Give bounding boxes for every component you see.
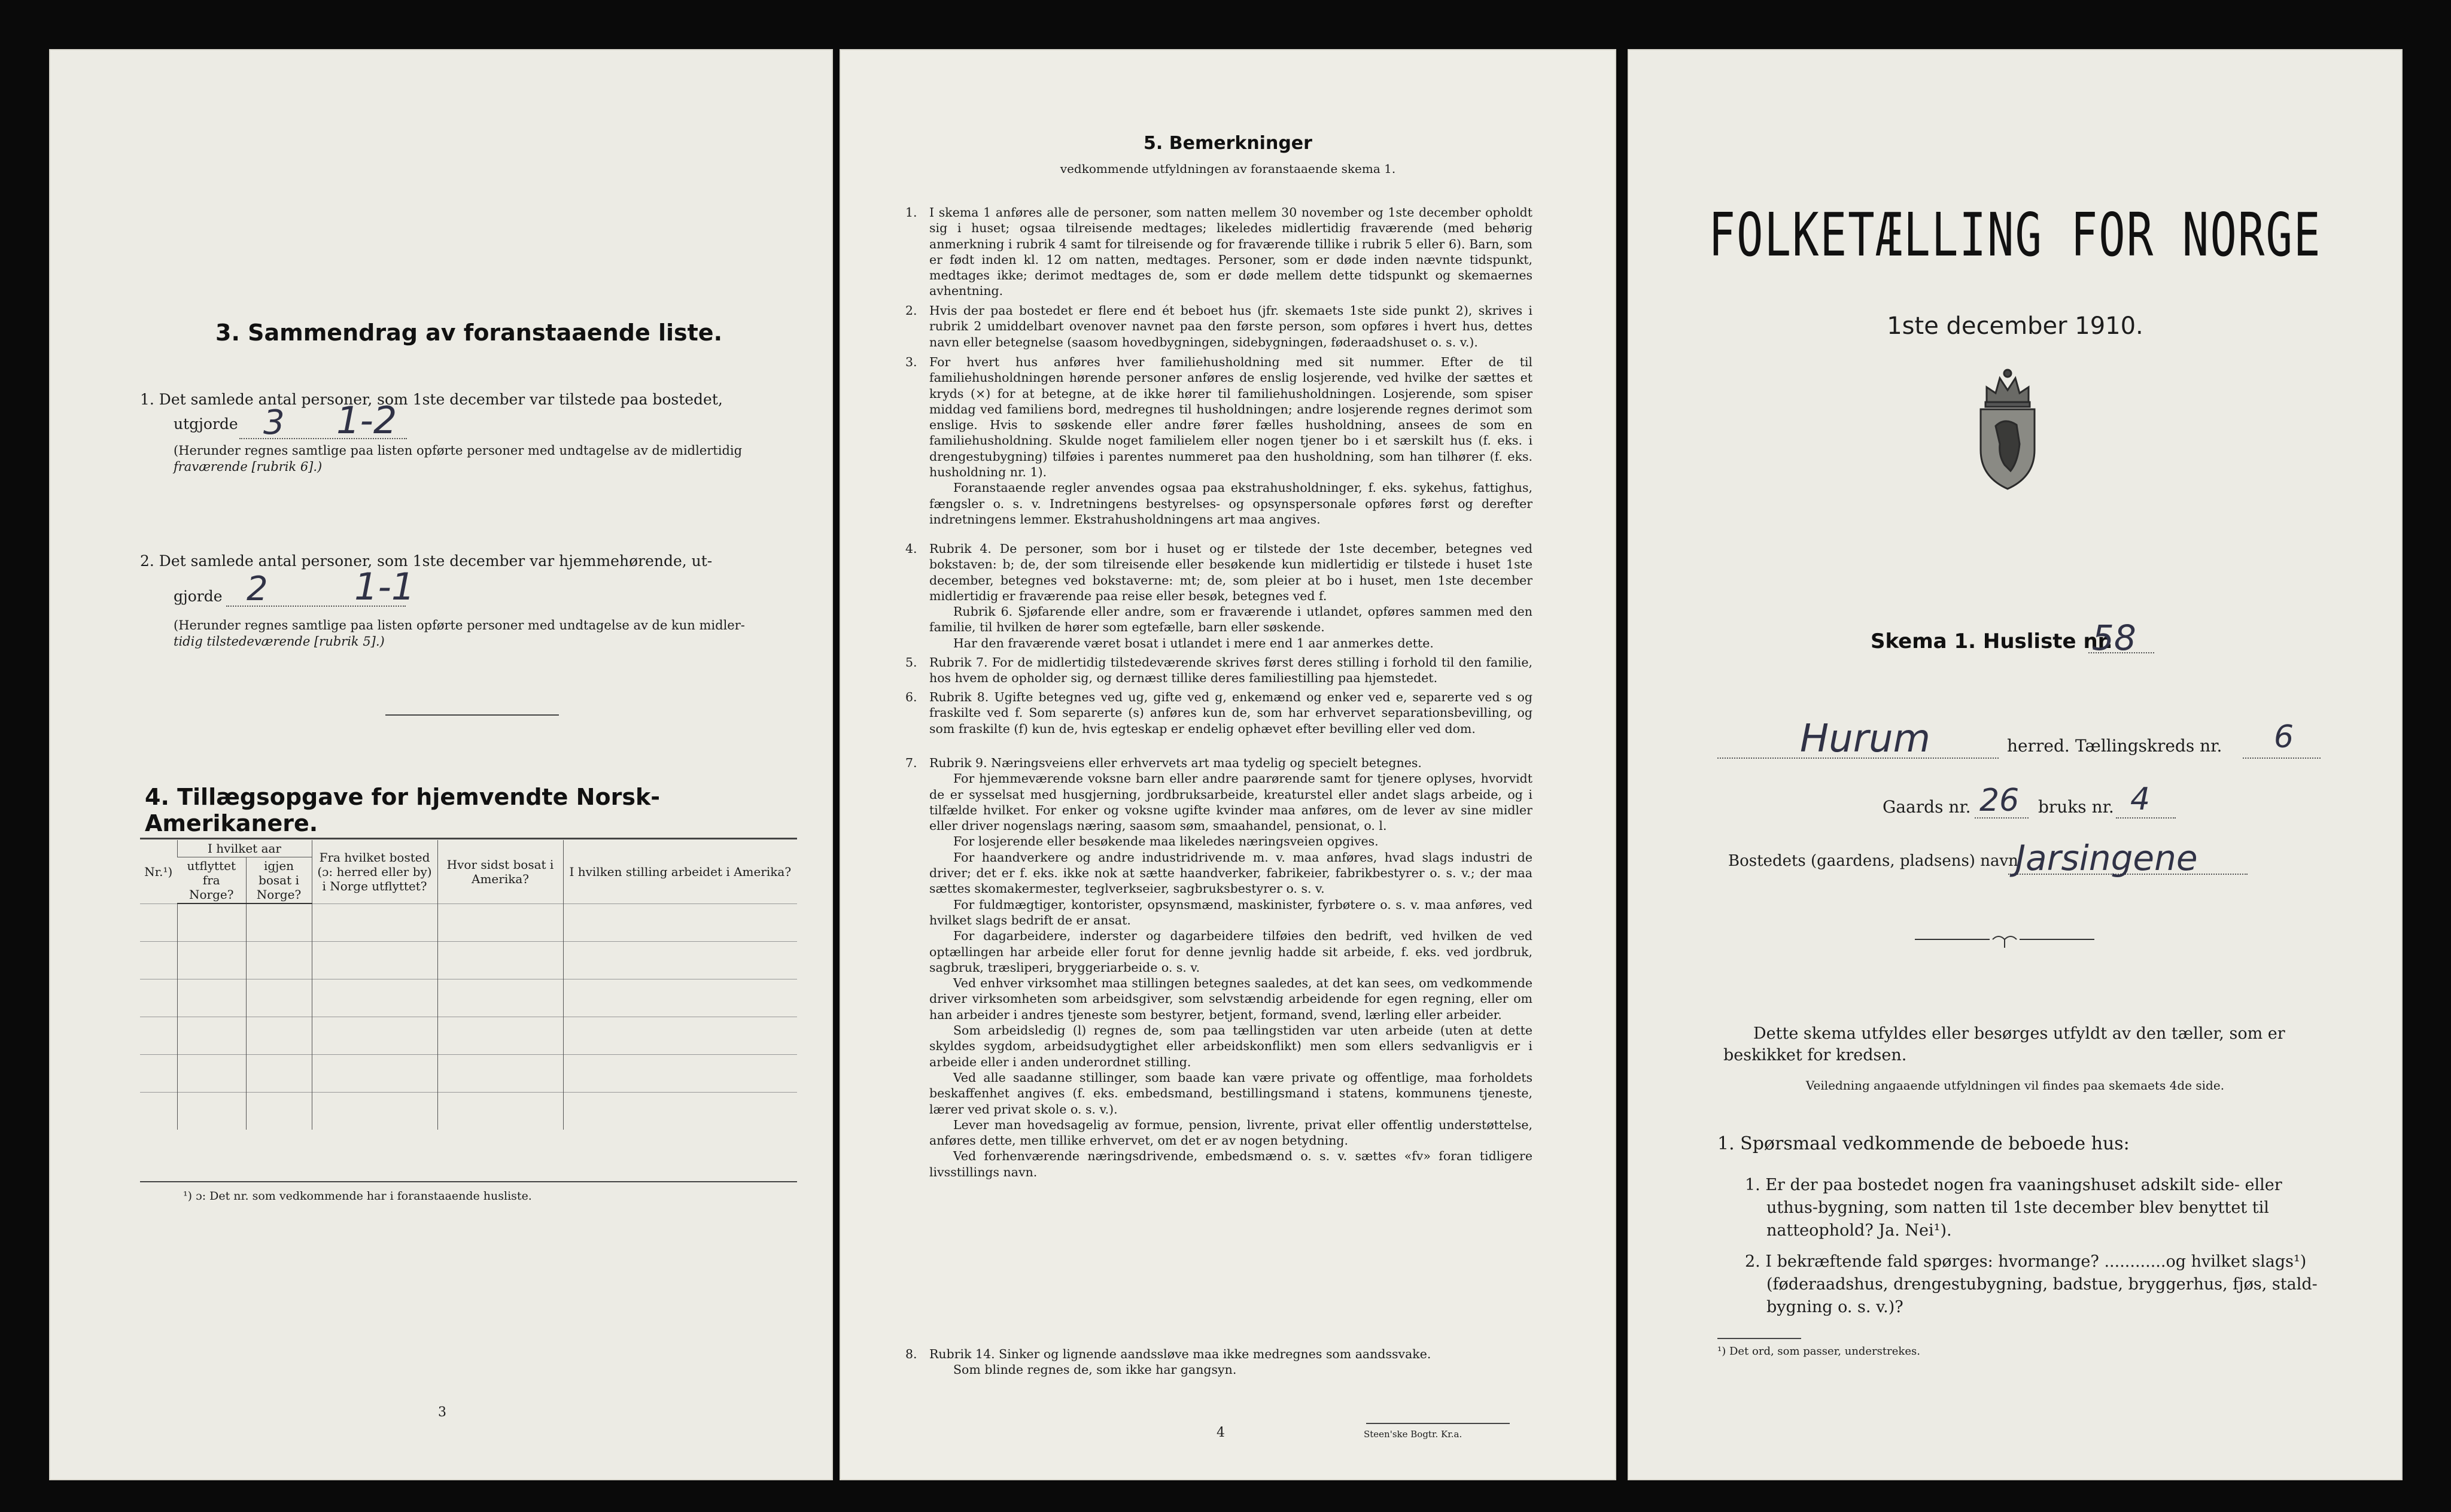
kreds-value: 6 (2274, 719, 2294, 755)
table-cell (563, 942, 797, 979)
bosted-label: Bostedets (gaardens, pladsens) navn (1728, 852, 2018, 870)
remark-2 (905, 303, 1532, 350)
page-middle (840, 49, 1616, 1480)
footnote: ¹) Det ord, som passer, understrekes. (1717, 1345, 1920, 1358)
table-row (140, 903, 797, 942)
remark-8-num: 8. (905, 1347, 917, 1361)
table-cell (140, 1093, 177, 1130)
remark-4-text: Rubrik 4. De personer, som bor i huset og er tilstede der 1ste december, betegnes ved bokstaven: b; de, der som tilreisende eller besøkende kun midlertidig er tilstede i huset 1ste december, betegnes ved bokstaverne: mt; de, som pleier at bo i huset, men 1ste december midlertidig er fraværende paa reise eller besøk, betegnes ved f. (929, 541, 1532, 603)
table-cell (246, 942, 312, 979)
table-cell (437, 1093, 563, 1130)
remark-5-text: Rubrik 7. For de midlertidig tilstedeværende skrives først deres stilling i forhold til den familie, hos hvem de opholder sig, og dernæst tillike deres familiestilling paa hjemstedet. (929, 655, 1532, 686)
footnote-rule (1717, 1338, 1801, 1339)
remark-4-extra: Rubrik 6. Sjøfarende eller andre, som er fraværende i utlandet, opføres sammen med den familie, til hvilken de hører som egtefælle, barn eller søskende. (929, 604, 1532, 635)
remark-4-num: 4. (905, 541, 917, 556)
remark-7-text: Rubrik 9. Næringsveiens eller erhvervets art maa tydelig og specielt betegnes. (929, 756, 1422, 770)
gaards-value: 26 (1979, 783, 2020, 819)
table-cell (246, 1055, 312, 1093)
husliste-nr: 58 (2092, 617, 2136, 658)
veiledning-note: Veiledning angaaende utfyldningen vil findes paa skemaets 4de side. (1805, 1078, 2225, 1093)
remark-5-num: 5. (905, 655, 917, 670)
instruction (1723, 1023, 2346, 1066)
table-cell (563, 1093, 797, 1130)
remark-6 (905, 689, 1532, 737)
table-row (140, 942, 797, 979)
table-cell (563, 1055, 797, 1093)
item2-note-b: tidig tilstedeværende [rubrik 5].) (174, 634, 385, 649)
table-cell (246, 1017, 312, 1055)
item2-text: 2. Det samlede antal personer, som 1ste december var hjemmehørende, ut- (140, 552, 713, 570)
table-cell (177, 1055, 246, 1093)
q1-line-b: uthus-bygning, som natten til 1ste december blev benyttet til (1766, 1198, 2269, 1217)
remark-7-para: Ved alle saadanne stillinger, som baade kan være private og offentlige, maa forholdets beskaffenhet angives (f. eks. embedsmand, bestillingsmand i statens, kommunens tjeneste, lærer ved privat skole o. s. v.). (929, 1070, 1532, 1116)
herred-label: herred. (2007, 736, 2070, 756)
divider (385, 714, 559, 716)
item2-value: 2 (247, 570, 268, 609)
gaards-label: Gaards nr. (1883, 797, 1971, 817)
table-cell (140, 942, 177, 979)
question-2 (1745, 1251, 2355, 1319)
remark-7-num: 7. (905, 756, 917, 770)
remarks-title: 5. Bemerkninger (1144, 133, 1312, 154)
remark-7-para: Lever man hovedsagelig av formue, pension, livrente, privat eller offentlig understøttelse, anføres dette, men tillike erhvervet, om det er av nogen betydning. (929, 1117, 1532, 1148)
remark-7-para: Ved enhver virksomhet maa stillingen betegnes saaledes, at det kan sees, om vedkommende driver virksomheten som arbeidsgiver, som selvstændig arbeidende for egen regning, eller om han arbeider i andres tjeneste som bestyrer, betjent, formand, svend, lærling eller arbeider. (929, 976, 1532, 1022)
year-group-header: I hvilket aar (177, 840, 312, 857)
table-cell (312, 1017, 437, 1055)
norsk-amerikanere-table (140, 840, 797, 1130)
table-cell (563, 903, 797, 942)
remark-4 (905, 541, 1532, 651)
item2-note (174, 617, 790, 650)
remark-3 (905, 354, 1532, 527)
table-cell (140, 1017, 177, 1055)
page-number-4: 4 (1217, 1425, 1225, 1440)
section3-title: 3. Sammendrag av foranstaaende liste. (215, 320, 723, 346)
question-1 (1745, 1174, 2355, 1242)
table-cell (177, 942, 246, 979)
col-fra-header: Fra hvilket bosted (ɔ: herred eller by) i Norge utflyttet? (312, 840, 437, 903)
col-stilling-header: I hvilken stilling arbeidet i Amerika? (563, 840, 797, 903)
item2-note-a: (Herunder regnes samtlige paa listen opførte personer med undtagelse av de kun midler- (174, 618, 745, 632)
bruks-value: 4 (2130, 781, 2151, 817)
table-cell (246, 1093, 312, 1130)
table-row (140, 1093, 797, 1130)
q2-line-a: 2. I bekræftende fald spørges: hvormange? ............og hvilket slags¹) (1745, 1252, 2307, 1271)
table-cell (563, 1017, 797, 1055)
table-row (140, 1017, 797, 1055)
item1-note-a: (Herunder regnes samtlige paa listen opførte personer med undtagelse av de midlertidig (174, 443, 743, 458)
table-row (140, 979, 797, 1017)
remark-7-para: For fuldmægtiger, kontorister, opsynsmænd, maskinister, fyrbøtere o. s. v. maa anføres, ved hvilket slags bedrift de er ansat. (929, 897, 1532, 927)
table-cell (437, 979, 563, 1017)
q1-line-c: natteophold? Ja. Nei¹). (1766, 1221, 1952, 1240)
table-footnote: ¹) ɔ: Det nr. som vedkommende har i foranstaaende husliste. (183, 1189, 532, 1203)
table-cell (437, 1055, 563, 1093)
remark-3-text: For hvert hus anføres hver familiehusholdning med sit nummer. Efter de til familiehusholdningen hørende personer anføres de enslig losjerende, ved hvilke der sættes et kryds (×) for at betegne, at de ikke hører til familiehusholdningen. Losjerende, som spiser middag ved familiens bord, medregnes til husholdningen; andre losjerende regnes derimot som enslige. Hvis to søskende eller andre fører fælles husholdning, ansees de som en familiehusholdning. Skulde noget familielem eller nogen tjener bo i et særskilt hus (f. eks. i drengestubygning) tilføies i parentes nummeret paa den husholdning, som han tilhører (f. eks. husholdning nr. 1). (929, 355, 1532, 480)
page-right (1628, 49, 2403, 1480)
page-left (49, 49, 833, 1480)
table-cell (437, 1017, 563, 1055)
remark-8-extra: Som blinde regnes de, som ikke har gangsyn. (953, 1362, 1237, 1377)
remark-6-text: Rubrik 8. Ugifte betegnes ved ug, gifte ved g, enkemænd og enker ved e, separerte ved s og fraskilte ved f. Som separerte (s) anføres kun de, som har erhvervet separationsbevilling, og som fraskilte (f) kun de, hvis egteskap er endelig ophævet efter bevilling eller ved dom. (929, 690, 1532, 736)
table-bottom-rule (140, 1181, 797, 1182)
item2-label: gjorde (174, 588, 223, 605)
col-sidst-header: Hvor sidst bosat i Amerika? (437, 840, 563, 903)
q2-line-c: bygning o. s. v.)? (1766, 1298, 1903, 1316)
table-cell (312, 903, 437, 942)
remark-2-text: Hvis der paa bostedet er flere end ét beboet hus (jfr. skemaets 1ste side punkt 2), skrives i rubrik 2 umiddelbart ovenover navnet paa den første person, som opføres i hvert hus, dettes navn eller betegnelse (saasom hovedbygningen, sidebygningen, føderaadshuset o. s. v.). (929, 303, 1532, 349)
printer-imprint: Steen'ske Bogtr. Kr.a. (1364, 1429, 1462, 1440)
remark-1-num: 1. (905, 205, 917, 220)
skema-label: Skema 1. Husliste nr. (1871, 629, 2113, 653)
table-cell (140, 903, 177, 942)
remark-1-text: I skema 1 anføres alle de personer, som natten mellem 30 november og 1ste december opholdt sig i huset; ogsaa tilreisende medtages; likeledes midlertidig fraværende (med behørig anmerkning i rubrik 4 samt for tilreisende og for fraværende tillike i rubrik 5 eller 6). Barn, som er født inden kl. 12 om natten, medtages. Personer, som er døde inden nævnte tidspunkt, medtages ikke; derimot medtages de, som er døde mellem dette tidspunkt og skemaernes avhentning. (929, 205, 1532, 299)
remark-7-extra: For hjemmeværende voksne barn eller andre paarørende samt for tjenere oplyses, hvorvidt de er sysselsat med husgjerning, jordbruksarbeide, kreaturstel eller andet slags arbeide, og i tilfælde hvilket. For enker og voksne ugifte kvinder maa anføres, om de lever av sine midler eller driver nogenslags næring, saasom søm, smaahandel, pensionat, o. l. (929, 771, 1532, 833)
table-cell (563, 979, 797, 1017)
remark-6-num: 6. (905, 690, 917, 704)
q2-line-b: (føderaadshus, drengestubygning, badstue, bryggerhus, fjøs, stald- (1766, 1275, 2318, 1294)
item1-value: 3 (263, 403, 285, 442)
bosted-value: Jarsingene (2015, 838, 2198, 878)
item1-note-b: fraværende [rubrik 6].) (174, 460, 323, 474)
herred-value: Hurum (1800, 717, 1930, 761)
item1-label: utgjorde (174, 415, 238, 433)
table-cell (177, 979, 246, 1017)
remark-4-extra2: Har den fraværende været bosat i utlandet i mere end 1 aar anmerkes dette. (953, 635, 1434, 650)
table-cell (312, 979, 437, 1017)
table-cell (177, 903, 246, 942)
table-cell (140, 979, 177, 1017)
remark-5 (905, 655, 1532, 686)
remark-1 (905, 205, 1532, 299)
table-top-rule (140, 838, 797, 839)
instruction-line-a: Dette skema utfyldes eller besørges utfyldt av den tæller, som er (1753, 1024, 2285, 1043)
main-title: FOLKETÆLLING FOR NORGE (1708, 200, 2322, 270)
remark-3-extra: Foranstaaende regler anvendes ogsaa paa ekstrahusholdninger, f. eks. sykehus, fattighus, fængsler o. s. v. Indretningens bestyrelses- og opsynspersonale opføres først og derefter indretningens lemmer. Ekstrahusholdningens art maa angives. (929, 480, 1532, 527)
table-cell (437, 903, 563, 942)
table-cell (177, 1017, 246, 1055)
table-row (140, 1055, 797, 1093)
table-cell (312, 1055, 437, 1093)
col-nr-header: Nr.¹) (144, 864, 173, 879)
section4-title: 4. Tillægsopgave for hjemvendte Norsk-Amerikanere. (145, 784, 660, 836)
section3-item1 (140, 390, 792, 409)
item1-text: 1. Det samlede antal personer, som 1ste december var tilstede paa bostedet, (140, 391, 723, 408)
remark-7-para: For dagarbeidere, inderster og dagarbeidere tilføies den bedrift, ved hvilken de ved optællingen har arbeide eller forut for denne jevnlig hadde sit arbeide, f. eks. ved jordbruk, sagbruk, træsliperi, bryggeriarbeide o. s. v. (929, 929, 1532, 975)
printer-rule (1366, 1423, 1510, 1424)
kreds-label: Tællingskreds nr. (2075, 736, 2222, 756)
instruction-line-b: beskikket for kredsen. (1723, 1046, 1907, 1064)
table-cell (246, 903, 312, 942)
table-cell (140, 1055, 177, 1093)
table-cell (177, 1093, 246, 1130)
remark-7-para: For haandverkere og andre industridrivende m. v. maa anføres, hvad slags industri de driver; det er f. eks. ikke nok at sætte haandverker, fabrikeier, fabrikbestyrer o. s. v.; der maa sættes skomakermester, teglverkseier, sagbruksbestyrer o. s. v. (929, 850, 1532, 896)
remarks-subtitle: vedkommende utfyldningen av foranstaaende skema 1. (1060, 162, 1396, 176)
ornament-divider-icon (1915, 932, 2094, 950)
norway-coat-of-arms-icon (1963, 360, 2052, 492)
remark-7 (905, 755, 1532, 1180)
table-cell (246, 979, 312, 1017)
item1-correction: 1-2 (336, 398, 397, 442)
remark-7-para: Ved forhenværende næringsdrivende, embedsmænd o. s. v. sættes «fv» foran tidligere livsstillings navn. (929, 1149, 1532, 1179)
table-cell (312, 942, 437, 979)
col-utflyttet-header: utflyttet fra Norge? (177, 857, 246, 904)
census-date: 1ste december 1910. (1887, 312, 2143, 340)
bruks-label: bruks nr. (2038, 797, 2114, 817)
remark-3-num: 3. (905, 355, 917, 369)
remark-2-num: 2. (905, 303, 917, 318)
page-number-3: 3 (438, 1405, 446, 1420)
remark-7-para: For losjerende eller besøkende maa likeledes næringsveien opgives. (953, 834, 1379, 849)
q1-line-a: 1. Er der paa bostedet nogen fra vaaningshuset adskilt side- eller (1745, 1176, 2282, 1194)
table-cell (312, 1093, 437, 1130)
remark-8-text: Rubrik 14. Sinker og lignende aandssløve maa ikke medregnes som aandssvake. (929, 1347, 1431, 1361)
questions-heading: 1. Spørsmaal vedkommende de beboede hus: (1717, 1133, 2130, 1154)
table-cell (437, 942, 563, 979)
remark-8 (905, 1346, 1532, 1378)
item2-correction: 1-1 (354, 565, 415, 609)
remark-7-para: Som arbeidsledig (l) regnes de, som paa tællingstiden var uten arbeide (uten at dette skyldes sygdom, arbeidsudygtighet eller arbeidskonflikt) men som ellers sedvanligvis er i arbeide eller i anden underordnet stilling. (929, 1023, 1532, 1069)
item1-note (174, 443, 790, 475)
col-igjen-header: igjen bosat i Norge? (246, 857, 312, 904)
